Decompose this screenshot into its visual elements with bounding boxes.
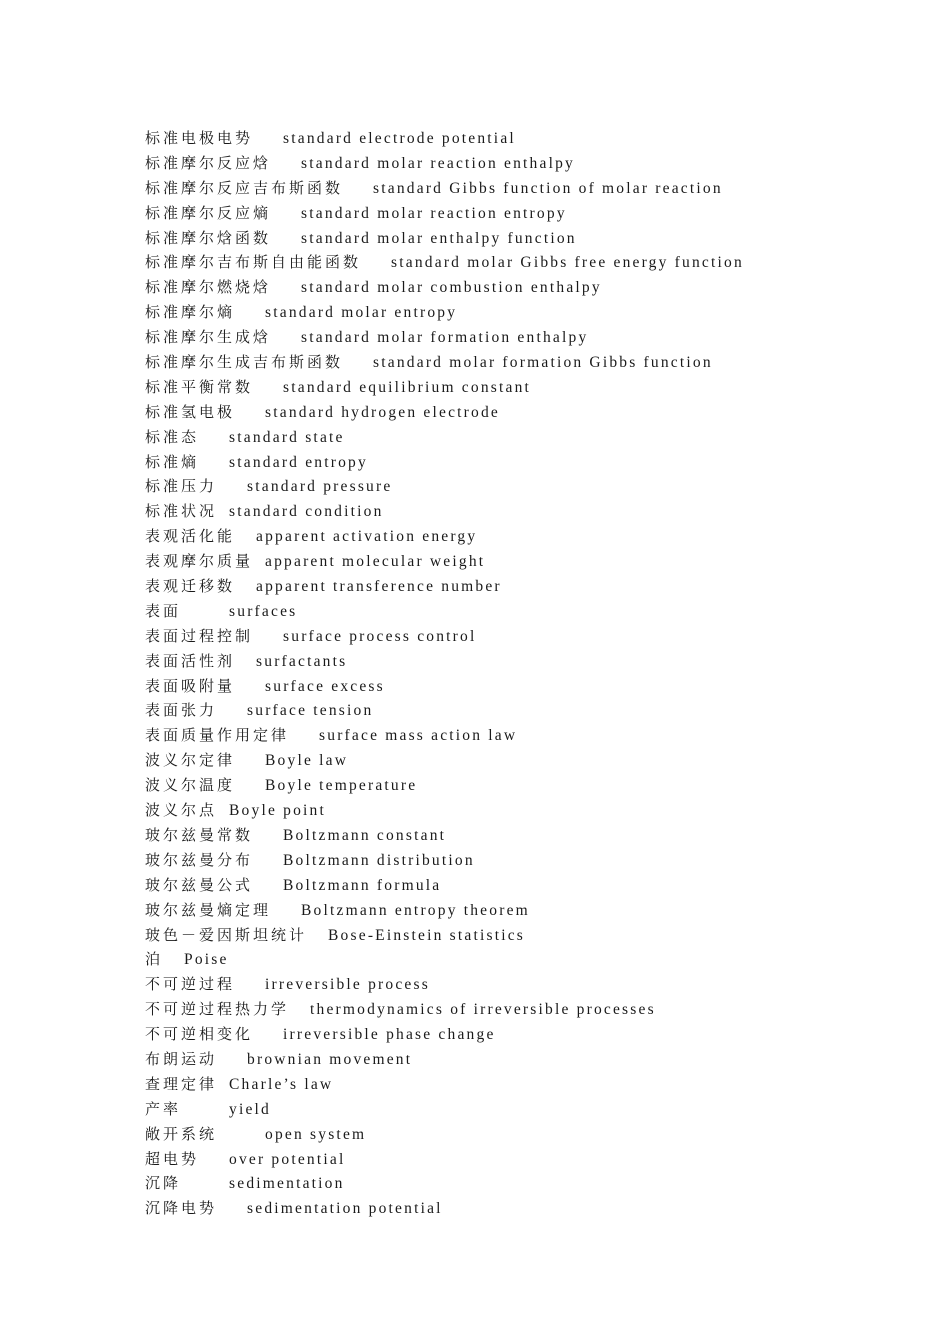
english-term: brownian movement (247, 1050, 413, 1068)
english-term: open system (265, 1125, 367, 1143)
english-term: standard molar enthalpy function (301, 229, 577, 247)
glossary-entry (145, 848, 925, 873)
chinese-term: 超电势 (145, 1149, 200, 1168)
glossary-entry (145, 873, 925, 898)
chinese-term: 标准熵 (145, 452, 200, 471)
glossary-entry (145, 275, 925, 300)
chinese-term: 波义尔定律 (145, 751, 236, 770)
english-term: surface process control (283, 627, 477, 645)
chinese-term: 表面吸附量 (145, 676, 236, 695)
glossary-entry (145, 474, 925, 499)
glossary-entry (145, 599, 925, 624)
glossary-entry (145, 798, 925, 823)
glossary-entry (145, 923, 925, 948)
glossary-entry (145, 1171, 925, 1196)
chinese-term: 玻尔兹曼熵定理 (145, 900, 272, 919)
glossary-entry (145, 997, 925, 1022)
glossary-entry (145, 250, 925, 275)
english-term: yield (229, 1100, 272, 1118)
chinese-term: 布朗运动 (145, 1049, 218, 1068)
english-term: over potential (229, 1150, 346, 1168)
english-term: irreversible phase change (283, 1026, 496, 1044)
english-term: surface excess (265, 677, 385, 695)
english-term: apparent activation energy (256, 528, 478, 546)
english-term: standard entropy (229, 453, 368, 471)
chinese-term: 标准压力 (145, 477, 218, 496)
english-term: standard molar combustion enthalpy (301, 279, 602, 297)
chinese-term: 沉降电势 (145, 1199, 218, 1218)
glossary-entry (145, 649, 925, 674)
english-term: standard molar reaction entropy (301, 204, 567, 222)
english-term: Boyle temperature (265, 777, 418, 795)
english-term: Boltzmann distribution (283, 851, 475, 869)
glossary-entry (145, 1022, 925, 1047)
english-term: standard molar formation enthalpy (301, 329, 589, 347)
glossary-entry (145, 748, 925, 773)
glossary-entry (145, 300, 925, 325)
english-term: Boyle point (229, 802, 326, 820)
glossary-entry (145, 176, 925, 201)
chinese-term: 沉降 (145, 1174, 182, 1193)
chinese-term: 敞开系统 (145, 1124, 218, 1143)
chinese-term: 标准平衡常数 (145, 377, 254, 396)
english-term: standard electrode potential (283, 130, 516, 147)
chinese-term: 标准摩尔焓函数 (145, 228, 272, 247)
glossary-entry (145, 499, 925, 524)
glossary-entry (145, 350, 925, 375)
chinese-term: 波义尔点 (145, 801, 218, 820)
glossary-entry (145, 1196, 925, 1221)
chinese-term: 表观摩尔质量 (145, 552, 254, 571)
chinese-term: 不可逆过程 (145, 975, 236, 994)
chinese-term: 标准摩尔吉布斯自由能函数 (145, 253, 362, 272)
glossary-entry (145, 674, 925, 699)
glossary-entry (145, 450, 925, 475)
chinese-term: 表观迁移数 (145, 577, 236, 596)
english-term: sedimentation potential (247, 1200, 443, 1218)
english-term: Boltzmann entropy theorem (301, 901, 530, 919)
english-term: standard molar entropy (265, 304, 458, 322)
chinese-term: 不可逆过程热力学 (145, 1000, 290, 1019)
chinese-term: 表面活性剂 (145, 651, 236, 670)
glossary-entry (145, 723, 925, 748)
glossary-entry (145, 226, 925, 251)
english-term: apparent transference number (256, 578, 502, 596)
english-term: standard condition (229, 503, 384, 521)
english-term: standard state (229, 428, 345, 446)
glossary-entry (145, 574, 925, 599)
english-term: thermodynamics of irreversible processes (310, 1001, 656, 1019)
english-term: standard equilibrium constant (283, 378, 532, 396)
english-term: standard pressure (247, 478, 393, 496)
chinese-term: 玻尔兹曼公式 (145, 875, 254, 894)
english-term: standard Gibbs function of molar reaction (373, 179, 723, 197)
glossary-entry (145, 375, 925, 400)
glossary-entry (145, 1072, 925, 1097)
english-term: Charle’s law (229, 1075, 334, 1093)
chinese-term: 表面张力 (145, 701, 218, 720)
glossary-entry (145, 126, 925, 151)
glossary-entry (145, 325, 925, 350)
chinese-term: 查理定律 (145, 1074, 218, 1093)
chinese-term: 标准摩尔生成焓 (145, 328, 272, 347)
chinese-term: 产率 (145, 1099, 182, 1118)
glossary-entry (145, 1097, 925, 1122)
glossary-entry (145, 151, 925, 176)
glossary-entry (145, 549, 925, 574)
glossary-entry (145, 1047, 925, 1072)
chinese-term: 波义尔温度 (145, 776, 236, 795)
glossary-entry (145, 947, 925, 972)
english-term: irreversible process (265, 976, 430, 994)
chinese-term: 泊 (145, 950, 164, 969)
chinese-term: 表面质量作用定律 (145, 726, 290, 745)
english-term: standard molar formation Gibbs function (373, 354, 713, 372)
glossary-entry (145, 773, 925, 798)
glossary-entry (145, 425, 925, 450)
chinese-term: 表面 (145, 601, 182, 620)
chinese-term: 标准态 (145, 427, 200, 446)
english-term: Boltzmann constant (283, 826, 447, 844)
chinese-term: 表面过程控制 (145, 626, 254, 645)
glossary-entry (145, 624, 925, 649)
glossary-entry (145, 524, 925, 549)
chinese-term: 表观活化能 (145, 527, 236, 546)
english-term: standard molar Gibbs free energy function (391, 254, 744, 272)
english-term: surfactants (256, 652, 348, 670)
chinese-term: 标准电极电势 (145, 129, 254, 147)
glossary-entry (145, 972, 925, 997)
glossary-entry (145, 898, 925, 923)
chinese-term: 标准摩尔燃烧焓 (145, 278, 272, 297)
glossary-entry (145, 400, 925, 425)
glossary-list (145, 126, 925, 1221)
chinese-term: 标准摩尔反应吉布斯函数 (145, 178, 344, 197)
chinese-term: 玻尔兹曼常数 (145, 825, 254, 844)
english-term: standard hydrogen electrode (265, 403, 501, 421)
english-term: Poise (184, 951, 229, 969)
chinese-term: 标准状况 (145, 502, 218, 521)
english-term: surfaces (229, 602, 298, 620)
english-term: standard molar reaction enthalpy (301, 154, 575, 172)
english-term: Bose-Einstein statistics (328, 926, 526, 944)
english-term: Boltzmann formula (283, 876, 442, 894)
english-term: apparent molecular weight (265, 553, 486, 571)
chinese-term: 不可逆相变化 (145, 1025, 254, 1044)
chinese-term: 标准摩尔熵 (145, 303, 236, 322)
chinese-term: 标准摩尔反应熵 (145, 203, 272, 222)
english-term: surface mass action law (319, 727, 518, 745)
glossary-entry (145, 698, 925, 723)
chinese-term: 玻尔兹曼分布 (145, 850, 254, 869)
english-term: Boyle law (265, 752, 349, 770)
glossary-entry (145, 201, 925, 226)
chinese-term: 标准氢电极 (145, 402, 236, 421)
chinese-term: 玻色－爱因斯坦统计 (145, 925, 308, 944)
chinese-term: 标准摩尔反应焓 (145, 153, 272, 172)
english-term: surface tension (247, 702, 374, 720)
glossary-entry (145, 1122, 925, 1147)
glossary-entry (145, 823, 925, 848)
english-term: sedimentation (229, 1175, 345, 1193)
chinese-term: 标准摩尔生成吉布斯函数 (145, 353, 344, 372)
glossary-entry (145, 1147, 925, 1172)
